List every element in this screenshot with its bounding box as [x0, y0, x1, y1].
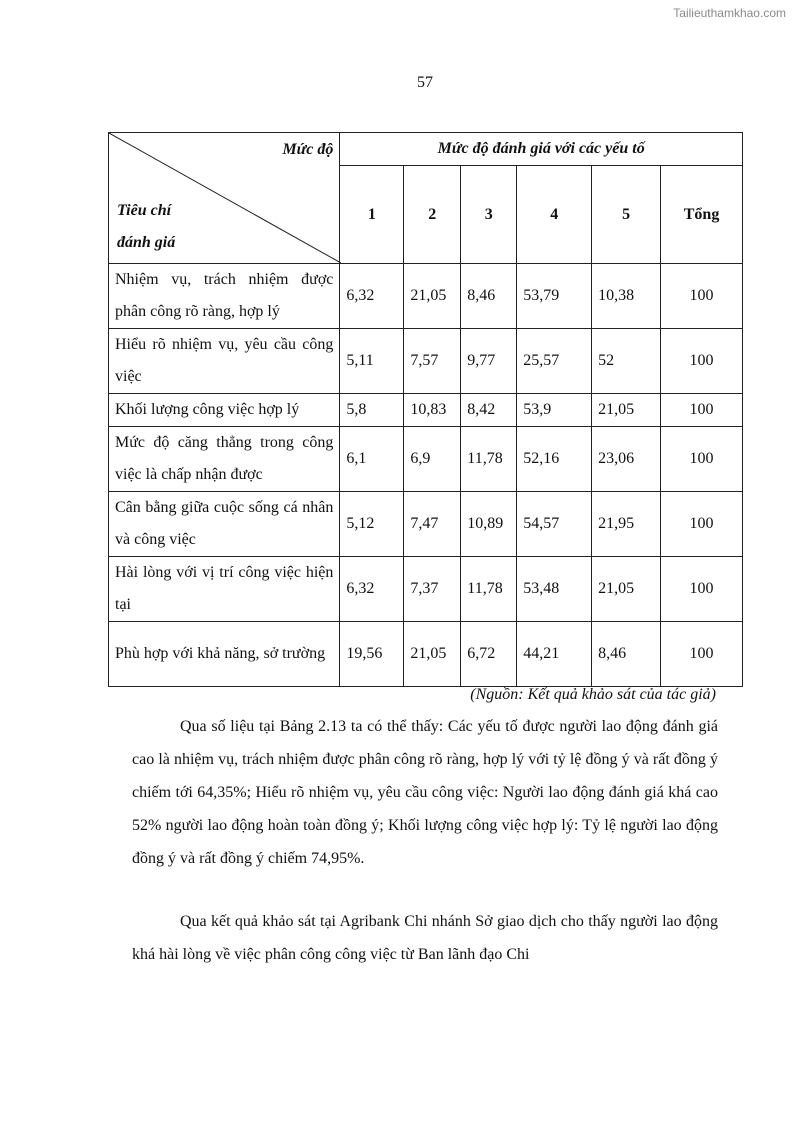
table-body: [109, 264, 743, 687]
column-header: 1: [340, 166, 404, 264]
value-cell: 100: [661, 264, 743, 329]
value-cell: 25,57: [517, 329, 592, 394]
criterion-cell: Khối lượng công việc hợp lý: [109, 394, 340, 427]
criterion-cell: Cân bằng giữa cuộc sống cá nhân và công việc: [109, 492, 340, 557]
value-cell: 6,1: [340, 427, 404, 492]
corner-top-label: Mức độ: [282, 141, 334, 158]
value-cell: 100: [661, 427, 743, 492]
table-row: [109, 427, 743, 492]
table-row: [109, 622, 743, 687]
body-paragraph-2: Qua kết quả khảo sát tại Agribank Chi nhánh Sở giao dịch cho thấy người lao động khá hài lòng về việc phân công công việc từ Ban lãnh đạo Chi: [132, 913, 718, 963]
column-header: Tổng: [661, 166, 743, 264]
column-header: 3: [461, 166, 517, 264]
value-cell: 10,83: [404, 394, 461, 427]
value-cell: 11,78: [461, 427, 517, 492]
corner-bottom-line1: Tiêu chí: [117, 202, 172, 219]
value-cell: 100: [661, 329, 743, 394]
value-cell: 21,05: [592, 394, 661, 427]
column-header: 4: [517, 166, 592, 264]
criterion-cell: Phù hợp với khả năng, sở trường: [109, 622, 340, 687]
table-row: [109, 557, 743, 622]
table-row: [109, 329, 743, 394]
value-cell: 53,48: [517, 557, 592, 622]
value-cell: 100: [661, 557, 743, 622]
value-cell: 54,57: [517, 492, 592, 557]
page-number: 57: [417, 74, 433, 91]
criterion-cell: Nhiệm vụ, trách nhiệm được phân công rõ ràng, hợp lý: [109, 264, 340, 329]
value-cell: 21,05: [404, 264, 461, 329]
value-cell: 44,21: [517, 622, 592, 687]
value-cell: 21,95: [592, 492, 661, 557]
value-cell: 9,77: [461, 329, 517, 394]
value-cell: 100: [661, 622, 743, 687]
value-cell: 8,46: [592, 622, 661, 687]
group-header: Mức độ đánh giá với các yếu tố: [340, 133, 743, 166]
value-cell: 8,42: [461, 394, 517, 427]
value-cell: 6,72: [461, 622, 517, 687]
table-row: [109, 394, 743, 427]
value-cell: 5,12: [340, 492, 404, 557]
column-header: 2: [404, 166, 461, 264]
watermark: Tailieuthamkhao.com: [673, 6, 786, 20]
value-cell: 10,89: [461, 492, 517, 557]
value-cell: 6,9: [404, 427, 461, 492]
value-cell: 5,11: [340, 329, 404, 394]
value-cell: 6,32: [340, 264, 404, 329]
value-cell: 19,56: [340, 622, 404, 687]
table-row: [109, 492, 743, 557]
table-row: [109, 264, 743, 329]
value-cell: 100: [661, 492, 743, 557]
value-cell: 11,78: [461, 557, 517, 622]
value-cell: 8,46: [461, 264, 517, 329]
body-paragraph-1: Qua số liệu tại Bảng 2.13 ta có thể thấy: Các yếu tố được người lao động đánh giá cao là nhiệm vụ, trách nhiệm được phân công rõ ràng, hợp lý với tỷ lệ đồng ý và rất đồng ý chiếm tới 64,35%; Hiểu rõ nhiệm vụ, yêu cầu công việc: Người lao động đánh giá khá cao 52% người lao động hoàn toàn đồng ý; Khối lượng công việc hợp lý: Tỷ lệ người lao động đồng ý và rất đồng ý chiếm 74,95%.: [132, 718, 718, 867]
criterion-cell: Hiểu rõ nhiệm vụ, yêu cầu công việc: [109, 329, 340, 394]
value-cell: 52,16: [517, 427, 592, 492]
value-cell: 7,37: [404, 557, 461, 622]
value-cell: 7,47: [404, 492, 461, 557]
value-cell: 21,05: [404, 622, 461, 687]
value-cell: 100: [661, 394, 743, 427]
value-cell: 53,79: [517, 264, 592, 329]
value-cell: 7,57: [404, 329, 461, 394]
column-header: 5: [592, 166, 661, 264]
value-cell: 53,9: [517, 394, 592, 427]
evaluation-table: [108, 132, 743, 687]
value-cell: 5,8: [340, 394, 404, 427]
value-cell: 23,06: [592, 427, 661, 492]
source-note: (Nguồn: Kết quả khảo sát của tác giả): [470, 686, 716, 703]
value-cell: 6,32: [340, 557, 404, 622]
criterion-cell: Mức độ căng thẳng trong công việc là chấp nhận được: [109, 427, 340, 492]
corner-bottom-line2: đánh giá: [117, 234, 176, 251]
criterion-cell: Hài lòng với vị trí công việc hiện tại: [109, 557, 340, 622]
value-cell: 52: [592, 329, 661, 394]
corner-bottom-label: [117, 195, 175, 259]
table-corner-header: [109, 133, 340, 264]
value-cell: 21,05: [592, 557, 661, 622]
value-cell: 10,38: [592, 264, 661, 329]
